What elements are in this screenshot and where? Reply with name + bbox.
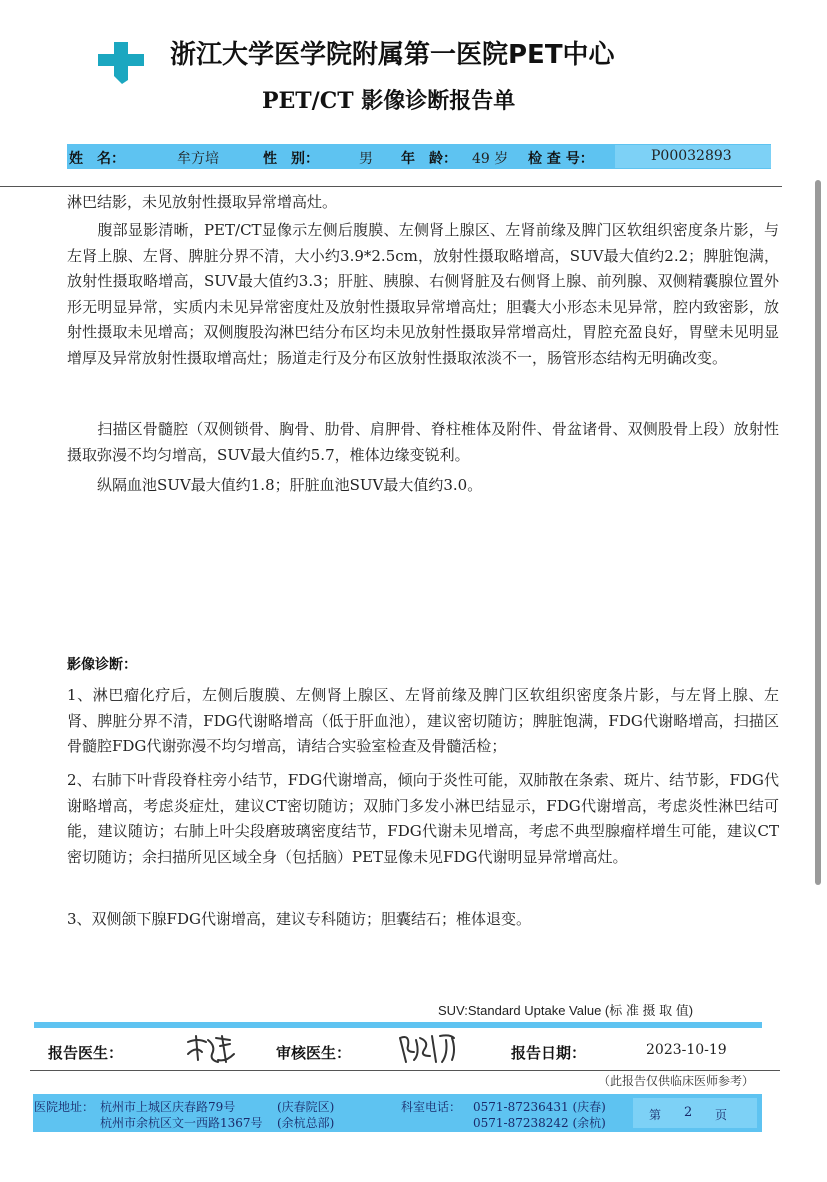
diagnosis-item: 3、双侧颌下腺FDG代谢增高，建议专科随访；胆囊结石；椎体退变。 [67, 910, 531, 928]
phone-label: 科室电话： [401, 1100, 462, 1114]
diagnosis-heading: 影像诊断： [67, 657, 137, 673]
reporter-signature-icon [182, 1032, 238, 1066]
findings-paragraph: 扫描区骨髓腔（双侧锁骨、胸骨、肋骨、肩胛骨、脊柱椎体及附件、骨盆诸骨、双侧股骨上段）放射性摄取弥漫不均匀增高，SUV最大值约5.7，椎体边缘变锐利。 [67, 420, 779, 464]
patient-info-bar [67, 144, 771, 169]
address-label: 医院地址： [34, 1100, 95, 1114]
patient-sex: 男 [359, 151, 373, 167]
name-label: 姓 名： [69, 151, 125, 167]
address-line-2: 杭州市余杭区文一西路1367号 [100, 1116, 263, 1130]
findings-paragraph: 淋巴结影，未见放射性摄取异常增高灶。 [67, 193, 338, 211]
address-bar [33, 1094, 762, 1132]
address-line-1: 杭州市上城区庆春路79号 [100, 1100, 236, 1114]
suv-note: SUV:Standard Uptake Value (标 准 摄 取 值) [438, 1003, 694, 1018]
report-date-label: 报告日期： [511, 1044, 587, 1062]
reviewer-signature-icon [396, 1030, 462, 1066]
reporter-label: 报告医生： [48, 1044, 124, 1062]
exam-number: P00032893 [651, 148, 732, 164]
campus-1: (庆春院区) [277, 1100, 335, 1114]
divider [30, 1070, 780, 1071]
page-prefix: 第 [649, 1108, 662, 1122]
age-label: 年 龄： [401, 151, 457, 167]
phone-1: 0571-87236431 (庆春) [473, 1100, 606, 1114]
patient-name: 牟方培 [177, 151, 219, 167]
sex-label: 性 别： [263, 151, 319, 167]
footer-blue-rule [34, 1022, 762, 1028]
exam-number-label: 检 查 号： [528, 151, 594, 167]
findings-paragraph: 腹部显影清晰，PET/CT显像示左侧后腹膜、左侧肾上腺区、左肾前缘及脾门区软组织密度条片影，与左肾上腺、左肾、脾脏分界不清，大小约3.9*2.5cm，放射性摄取略增高，SUV最大值约2.2；脾脏饱满，放射性摄取略增高，SUV最大值约3.3；肝脏、胰腺、右侧肾脏及右侧肾上腺、前列腺、双侧精囊腺位置外形无明显异常，实质内未见异常密度灶及放射性摄取异常增高灶；胆囊大小形态未见异常，腔内致密影，放射性摄取未见增高；双侧腹股沟淋巴结分布区均未见放射性摄取异常增高灶，胃腔充盈良好，胃壁未见明显增厚及异常放射性摄取增高灶；肠道走行及分布区放射性摄取浓淡不一，肠管形态结构无明确改变。 [67, 221, 779, 367]
diagnosis-item: 1、淋巴瘤化疗后，左侧后腹膜、左侧肾上腺区、左肾前缘及脾门区软组织密度条片影，与左肾上腺、左肾、脾脏分界不清，FDG代谢略增高（低于肝血池），建议密切随访；脾脏饱满，FDG代谢略增高，扫描区骨髓腔FDG代谢弥漫不均匀增高，请结合实验室检查及骨髓活检； [67, 686, 779, 755]
report-date: 2023-10-19 [646, 1042, 727, 1058]
reviewer-label: 审核医生： [276, 1044, 352, 1062]
scrollbar[interactable] [815, 180, 821, 885]
patient-age: 49 岁 [472, 151, 509, 167]
page-suffix: 页 [715, 1108, 728, 1122]
hospital-logo-icon [96, 38, 152, 86]
hospital-name: 浙江大学医学院附属第一医院PET中心 [170, 40, 615, 70]
divider [0, 186, 782, 187]
findings-paragraph: 纵隔血池SUV最大值约1.8；肝脏血池SUV最大值约3.0。 [67, 476, 483, 494]
page-number: 2 [684, 1105, 693, 1120]
diagnosis-item: 2、右肺下叶背段脊柱旁小结节，FDG代谢增高，倾向于炎性可能，双肺散在条索、斑片、结节影，FDG代谢略增高，考虑炎症灶，建议CT密切随访；双肺门多发小淋巴结显示，FDG代谢增高，考虑炎性淋巴结可能，建议随访；右肺上叶尖段磨玻璃密度结节，FDG代谢未见增高，考虑不典型腺瘤样增生可能，建议CT密切随访；余扫描所见区域全身（包括脑）PET显像未见FDG代谢明显异常增高灶。 [67, 771, 779, 866]
phone-2: 0571-87238242 (余杭) [473, 1116, 606, 1130]
campus-2: (余杭总部) [277, 1116, 335, 1130]
report-title: PET/CT 影像诊断报告单 [262, 88, 516, 114]
reference-note: （此报告仅供临床医师参考） [598, 1074, 755, 1088]
